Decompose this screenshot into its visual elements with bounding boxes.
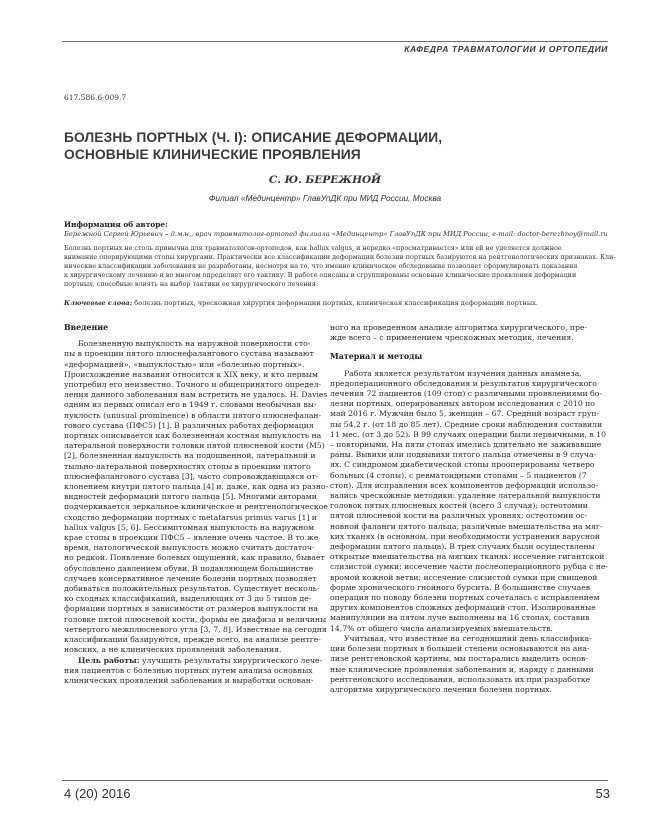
text-line: клонением кнутри пятого пальца [4] и, даже, как одна из разно- <box>64 482 329 492</box>
text-line: ях. С синдромом диабетической стопы прооперированы четверо <box>330 460 595 470</box>
text-line: пятой плюсневой кости на различных уровнях; остеотомии ос- <box>330 511 588 521</box>
keywords <box>64 299 612 307</box>
text-line: головке пятой плюсневой кости, формы ее диафиза и величины <box>64 614 327 624</box>
text-line: лезни портных, оперированных автором исследования с 2010 по <box>330 399 595 409</box>
text-line: употребил его неизвестно. Точного и общепринятого определ- <box>64 380 322 390</box>
text-line: «деформацией», «выпуклостью» или «болезнью портных». <box>64 359 305 369</box>
keywords-text: болезнь портных, чрескожная хирургия деформации портных, клиническая классификация деформации портных. <box>132 299 538 307</box>
abstract-line: нические классификации заболевания не разработаны, несмотря на то, что именно клиническое обследование позволяет сформулировать показания <box>64 261 578 270</box>
text-line: слизистой сумки; иссечение части послеоперационного рубца с не- <box>330 562 609 572</box>
text-line: тыльно-латеральной поверхностях стопы в проекции пятого <box>64 461 311 471</box>
text-line: предоперационного обследования и результатов хирургического <box>330 378 597 388</box>
introduction-text <box>64 339 329 655</box>
goal-paragraph <box>64 655 323 666</box>
udc-code: 617.586.6-009.7 <box>64 93 127 102</box>
section-heading-introduction: Введение <box>64 323 109 332</box>
left-column <box>64 323 329 686</box>
text-line: лечения 72 пациентов (109 стоп) с различными проявлениями бо- <box>330 389 602 399</box>
abstract-line: портных, способные влиять на выбор тактики ее хирургического лечения. <box>64 279 318 288</box>
issue-number: 4 (20) 2016 <box>64 786 131 801</box>
text-line: стоп). Для исправления всех компонентов деформаций использо- <box>330 480 599 490</box>
text-line: портных описывается как болезненная костная выпуклость на <box>64 431 322 441</box>
title-line: ОСНОВНЫЕ КЛИНИЧЕСКИЕ ПРОЯВЛЕНИЯ <box>64 147 361 162</box>
text-line: форме хронического гнойного бурсита. В большинстве случаев <box>330 582 591 592</box>
text-line: деформации пятого пальца). В трех случаях были осуществлены <box>330 542 595 552</box>
text-line: hallux valgus [5, 6]. Бессимптомная выпуклость на наружном <box>64 522 314 532</box>
text-line: Учитывая, что известные на сегодняшний день классифика- <box>344 633 592 643</box>
text-line: вались чрескожные методики: удаление латеральной выпуклости <box>330 491 601 501</box>
goal-text: улучшить результаты хирургического лече- <box>139 655 323 665</box>
abstract <box>64 244 616 289</box>
text-line: случаев консервативное лечение болезни портных позволяет <box>64 573 317 583</box>
text-line: больных (4 стопы), с ревматоидными стопами – 5 пациентов (7 <box>330 470 587 480</box>
text-line: Происхождение названия относится к XIX веку, и кто первым <box>64 369 318 379</box>
text-line: четвертого межплюсневого угла [3, 7, 8]. Известные на сегодня <box>64 624 327 634</box>
text-line: других компонентов сложных деформаций стоп. Изолированные <box>330 603 596 613</box>
abstract-line: внимание оперирующими стопы хирургами. Практически все классификации деформации болезни портных базируются на рентгенологических признаках. Кли- <box>64 252 616 261</box>
text-line: головок пятых плюсневых костей (всего 3 случая); остеотомии <box>330 501 588 511</box>
text-line: ления данного заболевания нам встретить не удалось. H. Davies <box>64 390 328 400</box>
text-line: – повторными. На пяти стопах имелись длительно не заживавшие <box>330 440 602 450</box>
text-line: раны. Вывихи или подвывихи пятого пальца отмечены в 9 случа- <box>330 450 597 460</box>
text-line: сходство деформации портных с metatarsus primus varus [1] и <box>64 512 317 522</box>
article-title <box>64 129 584 163</box>
text-line: 14,7% от общего числа анализируемых вмешательств. <box>330 623 553 633</box>
goal-label: Цель работы: <box>78 655 140 665</box>
text-line: пуклость (unusual prominence) в области пятого плюснефалан- <box>64 410 322 420</box>
author-info-name: Бережной Сергей Юрьевич <box>64 230 163 238</box>
text-line: ции болезни портных в большей степени основываются на ана- <box>330 644 590 654</box>
text-line: манипуляции на пятом луче выполнены на 16 стопах, составив <box>330 613 590 623</box>
text-line: пы 54,2 г. (от 18 до 85 лет). Средние сроки наблюдения составили <box>330 419 603 429</box>
goal-line: клинических проявлений заболевания и выработки основан- <box>64 675 314 685</box>
title-line: БОЛЕЗНЬ ПОРТНЫХ (Ч. I): ОПИСАНИЕ ДЕФОРМАЦИИ, <box>64 130 443 145</box>
author-info-details: – д.м.н., врач травматолог-ортопед филиала «Мединцентр» ГлавУпДК при МИД России, e-mail: doctor-berezhnoy@mail.ru <box>162 230 608 238</box>
text-line: май 2016 г. Мужчин было 5, женщин – 67. Средний возраст груп- <box>330 409 600 419</box>
text-line: рентгеновского исследования, использовать их при разработке <box>330 674 591 684</box>
text-line: подчеркивается зеркальное клиническое и рентгенологическое <box>64 502 328 512</box>
text-line: новной фаланги пятого пальца; различные вмешательства на мяг- <box>330 521 603 531</box>
text-line: ного на проведенном анализе алгоритма хирургического, пре- <box>330 323 588 332</box>
text-line: лизе рентгеновской картины, мы постарались выделить основ- <box>330 654 588 664</box>
text-line: операция по поводу болезни портных сочеталась с исправлением <box>330 593 600 603</box>
text-line: открытые вмешательства на мягких тканях: иссечение гигантской <box>330 552 605 562</box>
section-heading-methods: Материал и методы <box>330 352 423 362</box>
text-line: ные клинические проявления заболевания и, наряду с данными <box>330 664 594 674</box>
text-line: время, патологической выпуклость можно считать достаточ- <box>64 543 315 553</box>
text-line: добиваться положительных результатов. Существует несколь- <box>64 584 320 594</box>
text-line: [2], болезненная выпуклость на подошвенной, латеральной и <box>64 451 316 461</box>
goal-line: ния пациентов с болезнью портных путем анализа основных <box>64 665 313 675</box>
author-info-heading: Информация об авторе: <box>64 220 168 229</box>
author-affiliation: Филиал «Мединцентр» ГлавУпДК при МИД России, Москва <box>208 193 442 203</box>
header-rule <box>62 41 608 42</box>
text-line: жде всего – с применением чрескожных методик, лечения. <box>330 333 574 343</box>
text-line: плюснефалангового сустава [3], часто сопровождающаяся от- <box>64 471 319 481</box>
text-line: классификации базируются, прежде всего, на анализе рентге- <box>64 635 321 645</box>
text-line: ких тканях (в основном, при необходимости устранения варусной <box>330 531 600 541</box>
text-line: одним из первых описал его в 1949 г. словами необычная вы- <box>64 400 317 410</box>
text-line: обусловлено давлением обуви. В подавляющем большинстве <box>64 563 314 573</box>
text-line: латеральной поверхности головки пятой плюсневой кости (М5) <box>64 441 325 451</box>
text-line: 11 мес. (от 3 до 52). В 99 случаях операции были первичными, в 10 <box>330 429 606 439</box>
article-author: С. Ю. БЕРЕЖНОЙ <box>268 174 382 186</box>
page-number: 53 <box>595 786 610 801</box>
text-line: крае стопы в проекции ПФС5 – явление очень частое. В то же <box>64 533 319 543</box>
abstract-line: к хирургическому лечению и во многом определяет его тактику. В работе описаны и сгруппированы основные клинические проявления деформации <box>64 270 577 279</box>
text-line: ко сходных классификаций, выделяющих от 3 до 5 типов де- <box>64 594 312 604</box>
text-line: формации портных в зависимости от размеров выпуклости на <box>64 604 318 614</box>
text-line: пы в проекции пятого плюснефалангового сустава называют <box>64 349 314 359</box>
text-line: Болезненную выпуклость на наружной поверхности сто- <box>78 339 311 349</box>
text-line: вромой кожной ветви; иссечение слизистой сумки при свищевой <box>330 572 598 582</box>
right-column <box>330 323 609 695</box>
text-line: видностей деформаций пятого пальца [5]. Многими авторами <box>64 492 317 502</box>
text-line: Работа является результатом изучения данных анамнеза, <box>344 368 582 378</box>
text-line: гового сустава (ПФС5) [1]. В различных работах деформация <box>64 420 314 430</box>
journal-section-header: КАФЕДРА ТРАВМАТОЛОГИИ И ОРТОПЕДИИ <box>404 44 608 54</box>
footer-rule <box>62 780 608 781</box>
text-line: но редкой. Появление болевых ощущений, как правило, бывает <box>64 553 325 563</box>
methods-text <box>330 368 609 696</box>
author-info-text <box>64 230 612 238</box>
abstract-line: Болезнь портных не столь привычна для травматологов-ортопедов, как hallux valgus, и нередко «просматривается» или ей не уделяется должное <box>64 244 562 252</box>
continuation-text <box>330 323 604 343</box>
text-line: алгоритма хирургического лечения болезни портных. <box>330 684 552 694</box>
keywords-label: Ключевые слова: <box>64 299 133 307</box>
text-line: новских, а не клинических проявлений заболевания. <box>64 645 282 655</box>
